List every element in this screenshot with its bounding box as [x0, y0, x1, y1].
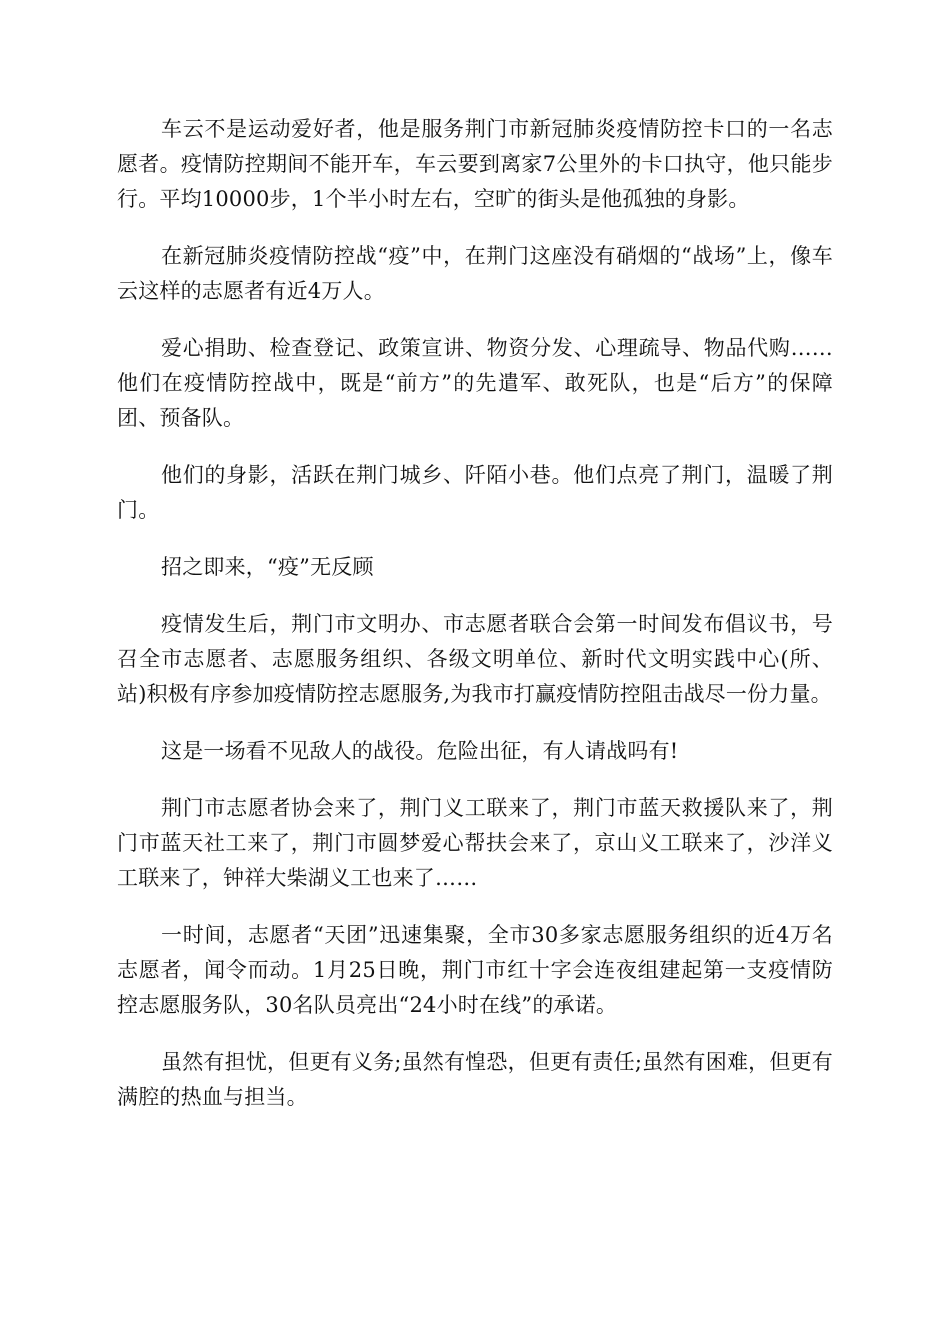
paragraph-che-yun-intro: 车云不是运动爱好者，他是服务荆门市新冠肺炎疫情防控卡口的一名志愿者。疫情防控期间不能开车，车云要到离家7公里外的卡口执守，他只能步行。平均10000步，1个半小时左右，空旷的街头是他孤独的身影。	[117, 117, 833, 211]
paragraph-responsibility: 虽然有担忧，但更有义务;虽然有惶恐，但更有责任;虽然有困难，但更有满腔的热血与担当。	[117, 1050, 833, 1109]
paragraph-organizations: 荆门市志愿者协会来了，荆门义工联来了，荆门市蓝天救援队来了，荆门市蓝天社工来了，荆门市圆梦爱心帮扶会来了，京山义工联来了，沙洋义工联来了，钟祥大柴湖义工也来了……	[117, 796, 833, 890]
paragraph-battle: 这是一场看不见敌人的战役。危险出征，有人请战吗有!	[161, 739, 679, 763]
paragraph-gathering: 一时间，志愿者“天团”迅速集聚，全市30多家志愿服务组织的近4万名志愿者，闻令而动。1月25日晚，荆门市红十字会连夜组建起第一支疫情防控志愿服务队，30名队员亮出“24小时在线”的承诺。	[117, 923, 833, 1017]
paragraph-initiative: 疫情发生后，荆门市文明办、市志愿者联合会第一时间发布倡议书，号召全市志愿者、志愿服务组织、各级文明单位、新时代文明实践中心(所、站)积极有序参加疫情防控志愿服务,为我市打赢疫情防控阻击战尽一份力量。	[117, 612, 833, 706]
paragraph-warm-jingmen: 他们的身影，活跃在荆门城乡、阡陌小巷。他们点亮了荆门，温暖了荆门。	[117, 463, 833, 522]
article-body	[117, 112, 833, 1137]
section-heading: 招之即来，“疫”无反顾	[161, 555, 374, 579]
paragraph-volunteer-roles: 爱心捐助、检查登记、政策宣讲、物资分发、心理疏导、物品代购……他们在疫情防控战中，既是“前方”的先遣军、敢死队，也是“后方”的保障团、预备队。	[117, 336, 833, 430]
paragraph-volunteer-count: 在新冠肺炎疫情防控战“疫”中，在荆门这座没有硝烟的“战场”上，像车云这样的志愿者有近4万人。	[117, 244, 833, 303]
